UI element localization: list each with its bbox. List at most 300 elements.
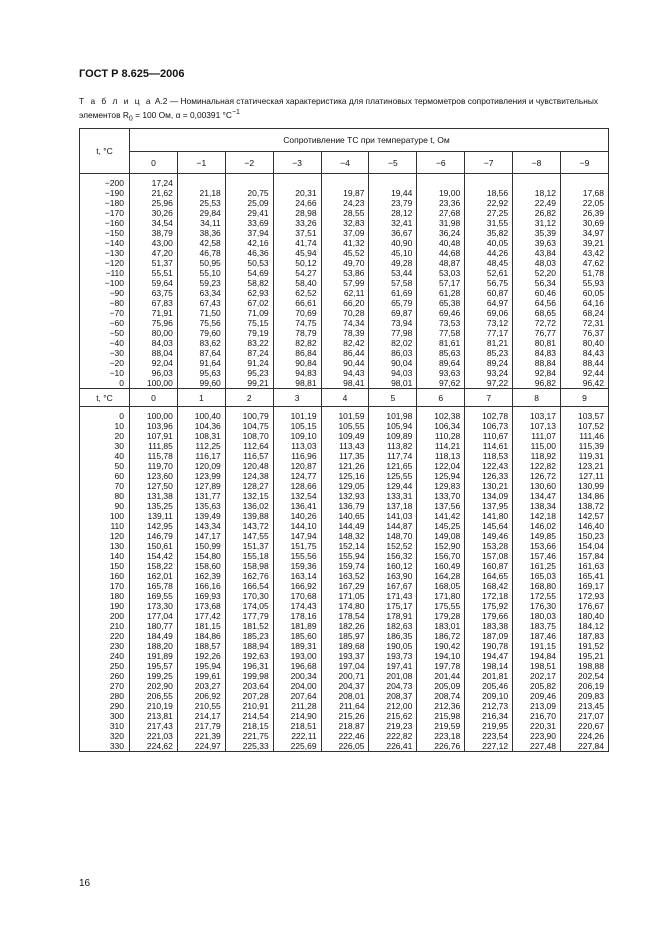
resistance-cell: 188,57 — [177, 641, 225, 651]
resistance-cell: 44,26 — [465, 248, 513, 258]
resistance-cell: 188,94 — [225, 641, 273, 651]
resistance-cell: 146,02 — [513, 521, 561, 531]
resistance-cell: 23,36 — [417, 198, 465, 208]
resistance-cell: 31,98 — [417, 218, 465, 228]
resistance-cell: 149,08 — [417, 531, 465, 541]
resistance-cell: 100,00 — [130, 411, 178, 421]
resistance-cell: 143,72 — [225, 521, 273, 531]
resistance-cell: 117,35 — [321, 451, 369, 461]
resistance-cell: 213,09 — [513, 701, 561, 711]
table-row — [80, 481, 609, 491]
resistance-cell: 111,85 — [130, 441, 178, 451]
temperature-cell: 30 — [80, 441, 130, 451]
resistance-cell: 112,64 — [225, 441, 273, 451]
resistance-cell: 161,25 — [513, 561, 561, 571]
resistance-cell: 50,53 — [225, 258, 273, 268]
resistance-cell: 199,25 — [130, 671, 178, 681]
resistance-cell: 79,60 — [177, 328, 225, 338]
resistance-cell: 173,30 — [130, 601, 178, 611]
table-row — [80, 368, 609, 378]
resistance-cell: 142,18 — [513, 511, 561, 521]
resistance-cell: 181,15 — [177, 621, 225, 631]
temperature-cell: 130 — [80, 541, 130, 551]
resistance-cell: 118,53 — [465, 451, 513, 461]
table-row — [80, 411, 609, 421]
resistance-cell: 124,77 — [273, 471, 321, 481]
resistance-cell: 81,21 — [465, 338, 513, 348]
table-row — [80, 681, 609, 691]
resistance-cell: 162,76 — [225, 571, 273, 581]
resistance-cell: 58,40 — [273, 278, 321, 288]
resistance-cell: 184,86 — [177, 631, 225, 641]
temperature-cell: 50 — [80, 461, 130, 471]
resistance-cell: 46,78 — [177, 248, 225, 258]
resistance-cell: 133,31 — [369, 491, 417, 501]
resistance-cell: 67,83 — [130, 298, 178, 308]
resistance-cell: 64,16 — [561, 298, 609, 308]
resistance-cell: 108,31 — [177, 431, 225, 441]
resistance-cell: 186,72 — [417, 631, 465, 641]
resistance-cell: 66,20 — [321, 298, 369, 308]
resistance-cell: 33,69 — [225, 218, 273, 228]
resistance-cell: 171,43 — [369, 591, 417, 601]
resistance-cell: 102,78 — [465, 411, 513, 421]
resistance-cell: 35,39 — [513, 228, 561, 238]
resistance-cell: 45,52 — [321, 248, 369, 258]
resistance-cell: 202,90 — [130, 681, 178, 691]
resistance-cell: 75,96 — [130, 318, 178, 328]
resistance-cell: 156,32 — [369, 551, 417, 561]
resistance-cell: 196,68 — [273, 661, 321, 671]
resistance-cell: 52,61 — [465, 268, 513, 278]
table-row — [80, 591, 609, 601]
resistance-cell: 98,01 — [369, 378, 417, 389]
resistance-cell: 134,47 — [513, 491, 561, 501]
resistance-cell: 181,89 — [273, 621, 321, 631]
resistance-cell: 130,99 — [561, 481, 609, 491]
column-header: −6 — [417, 152, 465, 174]
temperature-cell: −200 — [80, 178, 130, 188]
negative-temperature-rows — [80, 174, 609, 389]
resistance-cell: 21,62 — [130, 188, 178, 198]
resistance-cell: 175,55 — [417, 601, 465, 611]
resistance-cell: 170,68 — [273, 591, 321, 601]
resistance-cell: 83,22 — [225, 338, 273, 348]
table-row — [80, 711, 609, 721]
resistance-cell: 122,82 — [513, 461, 561, 471]
column-header: −5 — [369, 152, 417, 174]
resistance-cell: 71,50 — [177, 308, 225, 318]
resistance-cell: 190,05 — [369, 641, 417, 651]
resistance-cell: 121,26 — [321, 461, 369, 471]
resistance-cell: 180,40 — [561, 611, 609, 621]
resistance-cell: 96,42 — [561, 378, 609, 389]
resistance-cell: 37,94 — [225, 228, 273, 238]
resistance-cell: 113,43 — [321, 441, 369, 451]
resistance-cell: 104,75 — [225, 421, 273, 431]
resistance-cell: 215,62 — [369, 711, 417, 721]
resistance-cell: 172,93 — [561, 591, 609, 601]
resistance-cell: 101,19 — [273, 411, 321, 421]
resistance-cell: 190,42 — [417, 641, 465, 651]
resistance-cell: 57,58 — [369, 278, 417, 288]
resistance-cell: 140,26 — [273, 511, 321, 521]
resistance-cell: 197,41 — [369, 661, 417, 671]
column-header: 4 — [321, 389, 369, 407]
resistance-cell: 94,03 — [369, 368, 417, 378]
resistance-cell: 94,43 — [321, 368, 369, 378]
resistance-cell: 177,79 — [225, 611, 273, 621]
resistance-cell: 89,64 — [417, 358, 465, 368]
resistance-cell: 128,66 — [273, 481, 321, 491]
resistance-cell: 198,88 — [561, 661, 609, 671]
table-row — [80, 511, 609, 521]
table-row — [80, 691, 609, 701]
resistance-cell: 202,17 — [513, 671, 561, 681]
table-row — [80, 238, 609, 248]
resistance-cell: 95,23 — [225, 368, 273, 378]
resistance-cell: 219,59 — [417, 721, 465, 731]
resistance-cell: 78,39 — [321, 328, 369, 338]
table-row — [80, 268, 609, 278]
resistance-cell: 215,98 — [417, 711, 465, 721]
column-header: 7 — [465, 389, 513, 407]
resistance-cell: 82,02 — [369, 338, 417, 348]
resistance-cell: 132,54 — [273, 491, 321, 501]
resistance-cell: 197,78 — [417, 661, 465, 671]
resistance-cell: 41,74 — [273, 238, 321, 248]
table-row — [80, 451, 609, 461]
resistance-cell: 114,21 — [417, 441, 465, 451]
resistance-cell: 19,87 — [321, 188, 369, 198]
table-row — [80, 581, 609, 591]
resistance-cell: 141,42 — [417, 511, 465, 521]
resistance-cell: 182,26 — [321, 621, 369, 631]
resistance-cell: 32,41 — [369, 218, 417, 228]
resistance-cell: 99,21 — [225, 378, 273, 389]
resistance-cell: 163,14 — [273, 571, 321, 581]
table-row — [80, 731, 609, 741]
resistance-cell: 214,54 — [225, 711, 273, 721]
resistance-cell: 165,78 — [130, 581, 178, 591]
resistance-cell: 168,05 — [417, 581, 465, 591]
resistance-cell: 54,27 — [273, 268, 321, 278]
resistance-cell: 60,05 — [561, 288, 609, 298]
resistance-cell: 125,16 — [321, 471, 369, 481]
table-row — [80, 431, 609, 441]
resistance-cell: 77,58 — [417, 328, 465, 338]
resistance-cell: 63,34 — [177, 288, 225, 298]
resistance-cell: 183,75 — [513, 621, 561, 631]
resistance-cell: 56,75 — [465, 278, 513, 288]
resistance-cell: 147,17 — [177, 531, 225, 541]
resistance-cell: 184,49 — [130, 631, 178, 641]
resistance-cell: 116,96 — [273, 451, 321, 461]
resistance-cell: 219,23 — [369, 721, 417, 731]
resistance-cell: 131,77 — [177, 491, 225, 501]
resistance-cell: 62,52 — [273, 288, 321, 298]
table-row — [80, 248, 609, 258]
resistance-cell: 47,20 — [130, 248, 178, 258]
resistance-cell: 42,16 — [225, 238, 273, 248]
resistance-cell: 115,39 — [561, 441, 609, 451]
resistance-cell: 203,64 — [225, 681, 273, 691]
resistance-cell: 91,64 — [177, 358, 225, 368]
resistance-span-header: Сопротивление ТС при температуре t, Ом — [130, 129, 609, 152]
resistance-cell: 144,10 — [273, 521, 321, 531]
resistance-cell: 120,09 — [177, 461, 225, 471]
resistance-cell: 166,54 — [225, 581, 273, 591]
resistance-cell: 60,87 — [465, 288, 513, 298]
resistance-cell: 90,04 — [369, 358, 417, 368]
resistance-cell: 89,24 — [465, 358, 513, 368]
resistance-cell: 122,04 — [417, 461, 465, 471]
resistance-cell: 160,87 — [465, 561, 513, 571]
resistance-cell: 49,28 — [369, 258, 417, 268]
resistance-cell: 196,31 — [225, 661, 273, 671]
resistance-cell: 214,90 — [273, 711, 321, 721]
table-row — [80, 178, 609, 188]
resistance-cell: 105,55 — [321, 421, 369, 431]
resistance-cell: 205,82 — [513, 681, 561, 691]
resistance-cell: 50,95 — [177, 258, 225, 268]
resistance-cell: 73,53 — [417, 318, 465, 328]
resistance-cell: 24,66 — [273, 198, 321, 208]
column-header: −2 — [225, 152, 273, 174]
temperature-cell: −120 — [80, 258, 130, 268]
resistance-cell: 110,67 — [465, 431, 513, 441]
resistance-cell: 43,42 — [561, 248, 609, 258]
resistance-cell: 27,25 — [465, 208, 513, 218]
column-header: 6 — [417, 389, 465, 407]
resistance-cell: 168,80 — [513, 581, 561, 591]
resistance-cell: 213,45 — [561, 701, 609, 711]
resistance-cell: 211,64 — [321, 701, 369, 711]
resistance-cell: 217,07 — [561, 711, 609, 721]
resistance-cell: 55,93 — [561, 278, 609, 288]
resistance-cell: 106,73 — [465, 421, 513, 431]
table-row — [80, 471, 609, 481]
resistance-cell: 136,02 — [225, 501, 273, 511]
resistance-cell: 165,03 — [513, 571, 561, 581]
temperature-cell: 190 — [80, 601, 130, 611]
resistance-cell: 136,41 — [273, 501, 321, 511]
resistance-cell: 218,87 — [321, 721, 369, 731]
resistance-cell: 221,39 — [177, 731, 225, 741]
resistance-cell: 169,55 — [130, 591, 178, 601]
column-header: 0 — [130, 152, 178, 174]
resistance-cell: 137,95 — [465, 501, 513, 511]
table-row — [80, 208, 609, 218]
resistance-cell: 103,96 — [130, 421, 178, 431]
resistance-cell: 107,91 — [130, 431, 178, 441]
caption-text: А.2 — Номинальная статическая характеристика для платиновых термометров сопротивления и чувствительных элементов R — [79, 96, 599, 120]
resistance-cell: 90,44 — [321, 358, 369, 368]
table-row — [80, 228, 609, 238]
resistance-cell: 224,62 — [130, 741, 178, 752]
resistance-cell: 96,03 — [130, 368, 178, 378]
resistance-cell: 135,63 — [177, 501, 225, 511]
resistance-cell: 82,82 — [273, 338, 321, 348]
column-header: 8 — [513, 389, 561, 407]
resistance-cell: 70,28 — [321, 308, 369, 318]
resistance-cell: 137,18 — [369, 501, 417, 511]
resistance-cell: 118,92 — [513, 451, 561, 461]
table-row — [80, 461, 609, 471]
temperature-cell: 40 — [80, 451, 130, 461]
resistance-cell: 191,52 — [561, 641, 609, 651]
caption-text-2: = 100 Ом, α = 0,00391 °С — [132, 109, 232, 120]
resistance-cell: 133,70 — [417, 491, 465, 501]
resistance-cell: 29,84 — [177, 208, 225, 218]
table-row — [80, 551, 609, 561]
resistance-cell: 77,98 — [369, 328, 417, 338]
resistance-cell: 226,05 — [321, 741, 369, 752]
resistance-cell: 118,13 — [417, 451, 465, 461]
resistance-cell: 169,17 — [561, 581, 609, 591]
table-row — [80, 571, 609, 581]
temperature-header-2: t, °С — [80, 389, 130, 407]
resistance-cell: 222,46 — [321, 731, 369, 741]
resistance-cell: 79,19 — [225, 328, 273, 338]
resistance-cell: 69,87 — [369, 308, 417, 318]
resistance-cell: 54,69 — [225, 268, 273, 278]
resistance-cell: 33,26 — [273, 218, 321, 228]
resistance-cell: 98,41 — [321, 378, 369, 389]
resistance-cell: 195,57 — [130, 661, 178, 671]
resistance-cell: 147,55 — [225, 531, 273, 541]
resistance-cell: 61,28 — [417, 288, 465, 298]
resistance-cell: 194,84 — [513, 651, 561, 661]
temperature-cell: −160 — [80, 218, 130, 228]
resistance-cell: 179,66 — [465, 611, 513, 621]
resistance-cell: 173,68 — [177, 601, 225, 611]
resistance-cell: 18,56 — [465, 188, 513, 198]
resistance-cell: 189,68 — [321, 641, 369, 651]
table-row — [80, 491, 609, 501]
resistance-cell: 88,04 — [130, 348, 178, 358]
table-row — [80, 671, 609, 681]
temperature-cell: 270 — [80, 681, 130, 691]
column-header: 3 — [273, 389, 321, 407]
table-row — [80, 561, 609, 571]
resistance-cell: 197,04 — [321, 661, 369, 671]
positive-column-headers — [80, 389, 609, 407]
resistance-cell: 159,36 — [273, 561, 321, 571]
temperature-cell: 10 — [80, 421, 130, 431]
resistance-cell: 25,53 — [177, 198, 225, 208]
resistance-cell: 128,27 — [225, 481, 273, 491]
temperature-cell: 0 — [80, 378, 130, 389]
resistance-cell: 19,44 — [369, 188, 417, 198]
column-header: −4 — [321, 152, 369, 174]
resistance-cell: 174,05 — [225, 601, 273, 611]
table-row — [80, 661, 609, 671]
resistance-cell: 142,95 — [130, 521, 178, 531]
resistance-cell: 149,85 — [513, 531, 561, 541]
resistance-cell: 109,49 — [321, 431, 369, 441]
temperature-cell: −190 — [80, 188, 130, 198]
resistance-cell: 159,74 — [321, 561, 369, 571]
resistance-cell: 102,38 — [417, 411, 465, 421]
resistance-cell: 224,97 — [177, 741, 225, 752]
column-header: 1 — [177, 389, 225, 407]
resistance-cell: 156,70 — [417, 551, 465, 561]
resistance-cell: 151,37 — [225, 541, 273, 551]
resistance-cell: 169,93 — [177, 591, 225, 601]
resistance-cell: 53,44 — [369, 268, 417, 278]
resistance-cell: 68,24 — [561, 308, 609, 318]
resistance-cell: 207,28 — [225, 691, 273, 701]
resistance-cell: 72,31 — [561, 318, 609, 328]
resistance-cell: 127,11 — [561, 471, 609, 481]
table-row — [80, 198, 609, 208]
temperature-cell: −150 — [80, 228, 130, 238]
temperature-cell: 290 — [80, 701, 130, 711]
table-row — [80, 531, 609, 541]
resistance-cell: 113,03 — [273, 441, 321, 451]
temperature-cell: −170 — [80, 208, 130, 218]
resistance-cell: 36,24 — [417, 228, 465, 238]
resistance-cell: 195,94 — [177, 661, 225, 671]
table-row — [80, 621, 609, 631]
table-caption — [79, 96, 609, 124]
resistance-cell: 205,46 — [465, 681, 513, 691]
resistance-cell: 215,26 — [321, 711, 369, 721]
table-row — [80, 278, 609, 288]
resistance-cell: 201,81 — [465, 671, 513, 681]
table-row — [80, 308, 609, 318]
resistance-cell: 153,28 — [465, 541, 513, 551]
resistance-cell: 171,80 — [417, 591, 465, 601]
temperature-cell: 240 — [80, 651, 130, 661]
resistance-cell: 221,75 — [225, 731, 273, 741]
resistance-cell: 216,70 — [513, 711, 561, 721]
resistance-cell: 85,63 — [417, 348, 465, 358]
table-row — [80, 318, 609, 328]
resistance-cell: 67,43 — [177, 298, 225, 308]
resistance-cell: 193,00 — [273, 651, 321, 661]
resistance-cell: 88,84 — [513, 358, 561, 368]
temperature-cell: 280 — [80, 691, 130, 701]
resistance-cell: 60,46 — [513, 288, 561, 298]
resistance-cell: 28,12 — [369, 208, 417, 218]
temperature-cell: 160 — [80, 571, 130, 581]
temperature-cell: −180 — [80, 198, 130, 208]
table-row — [80, 421, 609, 431]
resistance-cell: 139,88 — [225, 511, 273, 521]
resistance-cell: 47,62 — [561, 258, 609, 268]
resistance-cell: 34,11 — [177, 218, 225, 228]
resistance-cell: 158,60 — [177, 561, 225, 571]
resistance-cell: 171,05 — [321, 591, 369, 601]
resistance-cell: 226,76 — [417, 741, 465, 752]
resistance-cell: 48,03 — [513, 258, 561, 268]
resistance-cell: 100,40 — [177, 411, 225, 421]
resistance-cell: 208,01 — [321, 691, 369, 701]
table-row — [80, 641, 609, 651]
resistance-cell: 100,79 — [225, 411, 273, 421]
resistance-cell: 219,95 — [465, 721, 513, 731]
resistance-cell: 157,46 — [513, 551, 561, 561]
resistance-cell: 98,81 — [273, 378, 321, 389]
resistance-cell: 136,79 — [321, 501, 369, 511]
resistance-cell: 30,69 — [561, 218, 609, 228]
resistance-cell: 151,75 — [273, 541, 321, 551]
resistance-cell: 180,03 — [513, 611, 561, 621]
column-header: 9 — [561, 389, 609, 407]
temperature-cell: 150 — [80, 561, 130, 571]
